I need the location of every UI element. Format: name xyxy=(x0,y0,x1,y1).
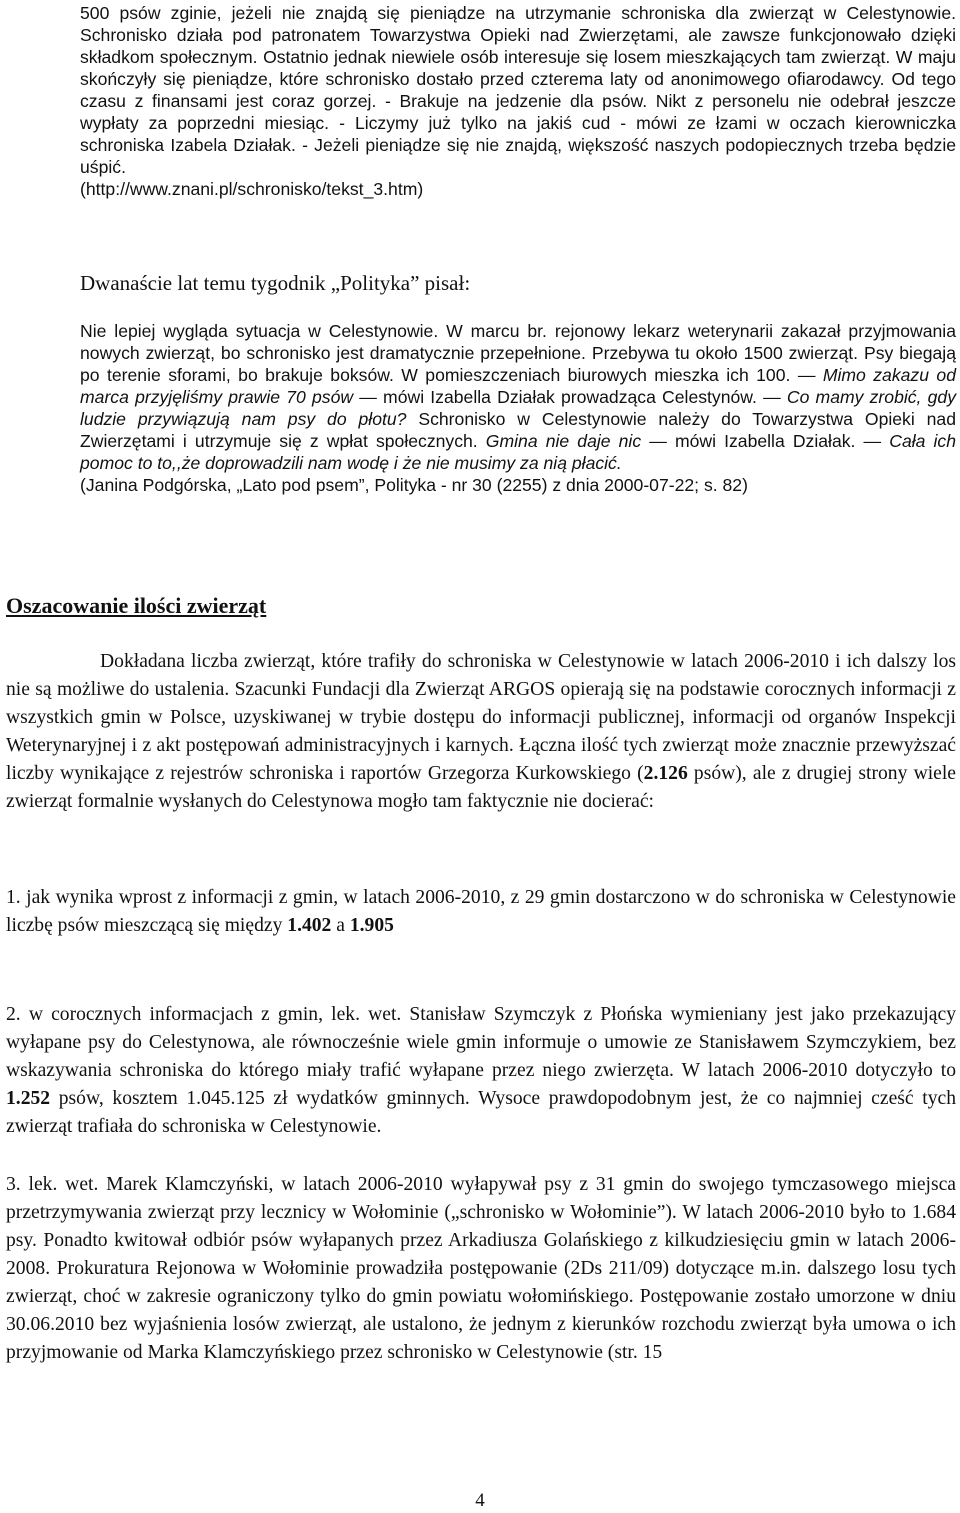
quote-italic: Mimo zakazu od marca przyjęliśmy prawie 70 psów xyxy=(80,365,956,407)
page-number: 4 xyxy=(475,1490,485,1511)
polityka-heading: Dwanaście lat temu tygodnik „Polityka” pisał: xyxy=(80,271,471,295)
sentence: 500 psów zginie, jeżeli nie znajdą się pieniądze na utrzymanie schroniska dla zwierząt w Celestynowie. xyxy=(80,3,956,23)
citation: (Janina Podgórska, „Lato pod psem”, Polityka - nr 30 (2255) z dnia 2000-07-22; s. 82) xyxy=(80,475,748,495)
sentence: - Jeżeli pieniądze się nie znajdą, większość naszych podopiecznych trzeba będzie uśpić. xyxy=(80,135,957,177)
sentence: - Brakuje na jedzenie dla psów. xyxy=(384,91,648,111)
sentence: Ostatnio jednak niewiele osób interesuje się losem mieszkających tam zwierząt. xyxy=(263,47,891,67)
quote-italic: Cała ich pomoc to to,,że doprowadzili nam wodę i że nie musimy za nią płacić. xyxy=(80,431,957,473)
intro-bold-number: 2.126 xyxy=(643,763,688,784)
list-item-2 xyxy=(6,1001,956,1141)
quote-text: — mówi Izabella Działak. — xyxy=(649,431,882,451)
item-bold-number: 1.252 xyxy=(6,1088,51,1109)
item-text: a xyxy=(331,915,350,936)
item-text: 1. jak wynika wprost z informacji z gmin, w latach 2006-2010, z 29 gmin dostarczono w do schroniska w Celestynowie liczbę psów mieszczącą się między xyxy=(6,887,956,936)
section-title: Oszacowanie ilości zwierząt xyxy=(6,593,267,618)
sentence: Od tego czasu z finansami jest coraz gorzej. xyxy=(80,69,956,111)
item-bold-number: 1.402 xyxy=(287,915,332,936)
dash: — xyxy=(763,387,781,407)
list-item-3: 3. lek. wet. Marek Klamczyński, w latach 2006-2010 wyłapywał psy z 31 gmin do swojego tymczasowego miejsca przetrzymywania zwierząt przy lecznicy w Wołominie („schronisko w Wołominie”). W latach 2006-2010 było to 1.684 psy. Ponadto kwitował odbiór psów wyłapanych przez Arkadiusza Golańskiego z kilkudziesięciu gmin w latach 2006-2008. Prokuratura Rejonowa w Wołominie prowadziła postępowanie (2Ds 211/09) dotyczące m.in. dalszego losu tych zwierząt, choć w zakresie ograniczony tylko do gmin powiatu wołomińskiego. Postępowanie zostało umorzone w dniu 30.06.2010 bez wyjaśnienia losów zwierząt, ale ustalono, że jednym z kierunków rozchodu zwierząt była umowa o ich przyjmowanie od Marka Klamczyńskiego przez schronisko w Celestynowie (str. 15 xyxy=(6,1174,956,1363)
intro-paragraph xyxy=(6,648,956,816)
quote-text: Schronisko w Celestynowie należy do Towarzystwa Opieki nad Zwierzętami i utrzymuje się z wpłat społecznych. xyxy=(80,409,957,451)
quote-italic: Gmina nie daje nic xyxy=(485,431,642,451)
source-link[interactable]: (http://www.znani.pl/schronisko/tekst_3.htm) xyxy=(80,179,424,199)
sentence: Schronisko działa pod patronatem Towarzystwa Opieki nad Zwierzętami, ale zawsze funkcjonowało dzięki składkom społecznym. xyxy=(80,25,956,67)
news-excerpt-paragraph xyxy=(80,2,956,200)
intro-text: psów), ale z drugiej strony wiele zwierząt formalnie wysłanych do Celestynowa mogło tam faktycznie nie docierać: xyxy=(6,763,956,812)
item-text: psów, kosztem 1.045.125 zł wydatków gminnych. Wysoce prawdopodobnym jest, że co najmniej cześć tych zwierząt trafiała do schroniska w Celestynowie. xyxy=(6,1088,956,1137)
quote-text: Nie lepiej wygląda sytuacja w Celestynowie. W marcu br. rejonowy lekarz weterynarii zakazał przyjmowania nowych zwierząt, bo schronisko jest dramatycznie przepełnione. Przebywa tu około 1500 zwierząt. Psy biegają po terenie sforami, bo brakuje boksów. W pomieszczeniach biurowych mieszka ich 100. xyxy=(80,321,956,385)
item-text: 2. w corocznych informacjach z gmin, lek. wet. Stanisław Szymczyk z Płońska wymieniany jest jako przekazujący wyłapane psy do Celestynowa, ale równocześnie wiele gmin informuje o umowie ze Stanisławem Szymczykiem, bez wskazywania schroniska do którego miały trafić wyłapane przez niego zwierzęta. W latach 2006-2010 dotyczyło to xyxy=(6,1004,956,1081)
sentence: W maju skończyły się pieniądze, które schronisko dostało przed czterema laty od anonimowego ofiarodawcy. xyxy=(80,47,956,89)
quote-italic: Co mamy zrobić, gdy ludzie przywiązują nam psy do płotu? xyxy=(80,387,956,429)
list-item-1 xyxy=(6,884,956,940)
quote-text: — mówi Izabella Działak prowadząca Celestynów. xyxy=(359,387,757,407)
sentence: Nikt z personelu nie odebrał jeszcze wypłaty za poprzedni miesiąc. xyxy=(80,91,957,133)
sentence: - Liczymy już tylko na jakiś cud - mówi ze łzami w oczach kierowniczka schroniska Izabela Działak. xyxy=(80,113,957,155)
polityka-quote xyxy=(80,320,956,496)
dash: — xyxy=(797,365,816,385)
item-bold-number: 1.905 xyxy=(349,915,394,936)
intro-text: Dokładana liczba zwierząt, które trafiły do schroniska w Celestynowie w latach 2006-2010 i ich dalszy los nie są możliwe do ustalenia. Szacunki Fundacji dla Zwierząt ARGOS opierają się na podstawie corocznych informacji z wszystkich gmin w Polsce, uzyskiwanej w trybie dostępu do informacji publicznej, informacji od organów Inspekcji Weterynaryjnej i z akt postępowań administracyjnych i karnych. Łączna ilość tych zwierząt może znacznie przewyższać liczby wynikające z rejestrów schroniska i raportów Grzegorza Kurkowskiego ( xyxy=(6,651,956,784)
